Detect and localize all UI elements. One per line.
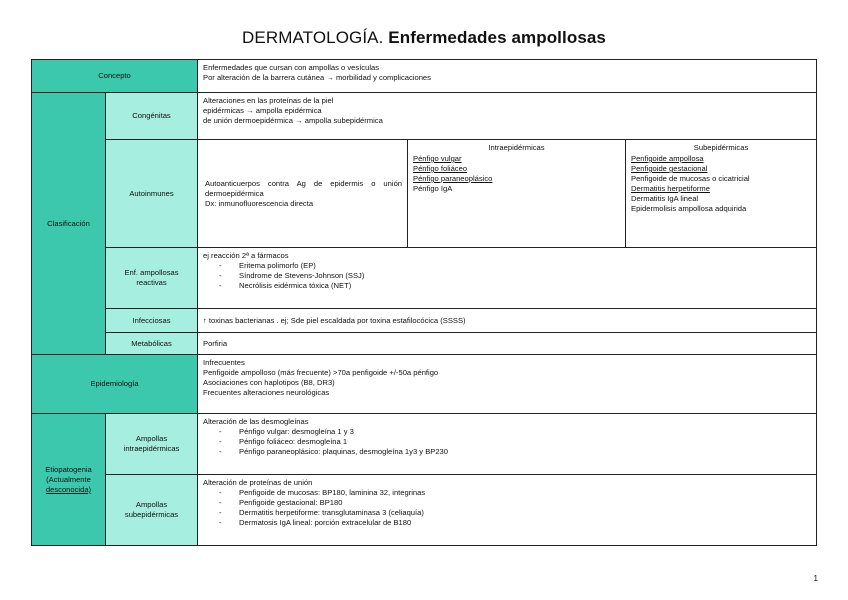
concepto-label: Concepto [32,60,198,93]
etio-sub-label: Ampollas subepidérmicas [106,475,198,546]
list-item: Penfigoide ampollosa [631,154,704,163]
concepto-line2: Por alteración de la barrera cutánea → morbilidad y complicaciones [203,73,431,82]
etio-intra-list [203,427,811,457]
congenitas-line1: Alteraciones en las proteínas de la piel [203,96,334,105]
epidemiologia-line3: Asociaciones con haplotipos (B8, DR3) [203,378,335,387]
row-congenitas [32,93,817,140]
congenitas-line3: de unión dermoepidérmica → ampolla subepidérmica [203,116,383,125]
row-etio-sub [32,475,817,546]
list-item: Penfigoide gestacional [631,164,708,173]
row-metabolicas [32,333,817,355]
autoinmunes-label: Autoinmunes [106,140,198,248]
list-item: - Dermatosis IgA lineal: porción extracelular de B180 [219,518,811,528]
list-item: - Penfigoide gestacional: BP180 [219,498,811,508]
metabolicas-text: Porfiria [198,333,817,355]
etio-label-line1: Etiopatogenia [45,464,92,474]
etio-intra-content [198,414,817,475]
list-item: - Eritema polimorfo (EP) [219,261,811,271]
epidemiologia-line4: Frecuentes alteraciones neurológicas [203,388,330,397]
row-epidemiologia [32,355,817,414]
list-item: Pénfigo foliáceo [413,164,468,173]
list-item: Pénfigo paraneoplásico [413,174,493,183]
infecciosas-text: ↑ toxinas bacterianas . ej; Sde piel escaldada por toxina estafilocócica (SSSS) [198,309,817,333]
title-prefix: DERMATOLOGÍA. [242,28,384,47]
autoinmunes-intra [408,140,626,248]
infecciosas-label: Infecciosas [106,309,198,333]
list-item: - Dermatitis herpetiforme: transglutaminasa 3 (celiaquía) [219,508,811,518]
autoinmunes-sub [626,140,817,248]
metabolicas-label: Metabólicas [106,333,198,355]
list-item: - Necrólisis eidérmica tóxica (NET) [219,281,811,291]
concepto-content [198,60,817,93]
sub-header: Subepidérmicas [693,143,749,152]
list-item: Pénfigo vulgar [413,154,462,163]
etiopatogenia-label [32,414,106,546]
list-item: Dermatitis herpetiforme [631,184,710,193]
page-title [0,28,848,48]
congenitas-line2: epidérmicas → ampolla epidérmica [203,106,322,115]
etio-sub-intro: Alteración de proteínas de unión [203,478,313,487]
etio-intra-intro: Alteración de las desmogleínas [203,417,309,426]
autoinmunes-desc [198,140,408,248]
autoinmunes-desc1: Autoanticuerpos contra Ag de epidermis o unión dermoepidérmica [205,178,403,198]
row-infecciosas [32,309,817,333]
congenitas-content [198,93,817,140]
row-concepto [32,60,817,93]
row-etio-intra [32,414,817,475]
epidemiologia-line1: Infrecuentes [203,358,245,367]
list-item: Dermatitis IgA lineal [631,194,699,203]
concepto-line1: Enfermedades que cursan con ampollas o vesículas [203,63,380,72]
reactivas-intro: ej reacción 2ª a fármacos [203,251,289,260]
list-item: - Pénfigo paraneoplásico: plaquinas, desmogleína 1y3 y BP230 [219,447,811,457]
autoinmunes-desc2: Dx: inmunofluorescencia directa [205,198,314,208]
list-item: Epidermolisis ampollosa adquirida [631,204,747,213]
summary-table [31,59,817,546]
etio-intra-label: Ampollas intraepidérmicas [106,414,198,475]
list-item: Pénfigo IgA [413,184,453,193]
congenitas-label: Congénitas [106,93,198,140]
etio-sub-list [203,488,811,528]
reactivas-label: Enf. ampollosas reactivas [106,248,198,309]
epidemiologia-label: Epidemiología [32,355,198,414]
reactivas-list [203,261,811,291]
intra-header: Intraepidérmicas [488,143,545,152]
list-item: - Pénfigo foliáceo: desmogleína 1 [219,437,811,447]
epidemiologia-line2: Penfigoide ampolloso (más frecuente) >70a penfigoide +/-50a pénfigo [203,368,439,377]
list-item: - Síndrome de Stevens-Johnson (SSJ) [219,271,811,281]
row-reactivas [32,248,817,309]
list-item: - Pénfigo vulgar: desmogleína 1 y 3 [219,427,811,437]
list-item: Penfigoide de mucosas o cicatricial [631,174,750,183]
etio-label-line3: desconocida) [45,484,92,494]
clasificacion-label: Clasificación [32,93,106,355]
page-number: 1 [813,574,818,583]
etio-sub-content [198,475,817,546]
list-item: - Penfigoide de mucosas: BP180, laminina 32, integrinas [219,488,811,498]
etio-label-line2: (Actualmente [46,474,91,484]
reactivas-content [198,248,817,309]
epidemiologia-content [198,355,817,414]
title-main: Enfermedades ampollosas [388,28,606,47]
row-autoinmunes [32,140,817,248]
